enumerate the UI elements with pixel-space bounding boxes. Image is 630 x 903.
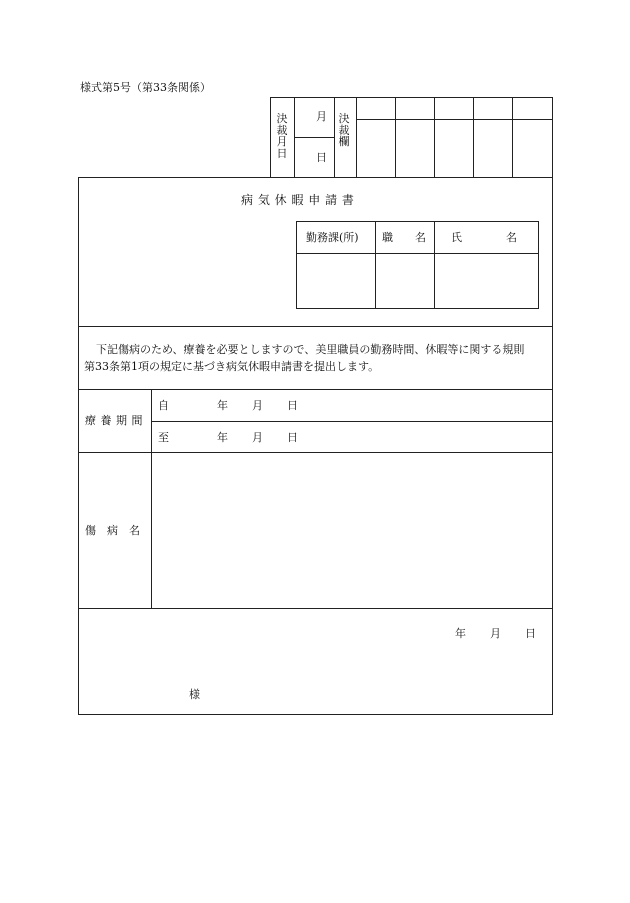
position-header: 職 名 [382,231,426,244]
period-to-prefix: 至 [158,431,169,444]
period-to-day: 日 [287,431,298,444]
name-field[interactable] [435,254,538,308]
footer-year: 年 [455,627,466,640]
approval-month-label: 月 [316,110,327,123]
approval-date-label: 決 裁 月 日 [276,112,288,160]
period-from-prefix: 自 [158,399,169,412]
period-to-year: 年 [217,431,228,444]
position-field[interactable] [376,254,434,308]
form-title: 病 気 休 暇 申 請 書 [241,193,355,207]
body-text-line1: 下記傷病のため、療養を必要としますので、美里職員の勤務時間、休暇等に関する規則 [96,343,525,356]
injury-label: 傷 病 名 [85,524,140,537]
period-to-month: 月 [252,431,263,444]
injury-field[interactable] [152,453,552,608]
approval-column-label: 決 裁 欄 [338,112,350,149]
footer-day: 日 [525,627,536,640]
body-text-line2: 第33条第1項の規定に基づき病気休暇申請書を提出します。 [84,360,380,373]
period-from-month: 月 [252,399,263,412]
period-from-day: 日 [287,399,298,412]
footer-month: 月 [490,627,501,640]
period-from-year: 年 [217,399,228,412]
form-number: 様式第5号（第33条関係） [80,81,211,94]
period-label: 療 養 期 間 [85,414,143,427]
name-header: 氏 名 [451,231,517,244]
approval-day-label: 日 [316,151,327,164]
addressee-suffix: 様 [189,688,200,701]
department-field[interactable] [297,254,375,308]
department-header: 勤務課(所) [306,231,359,244]
